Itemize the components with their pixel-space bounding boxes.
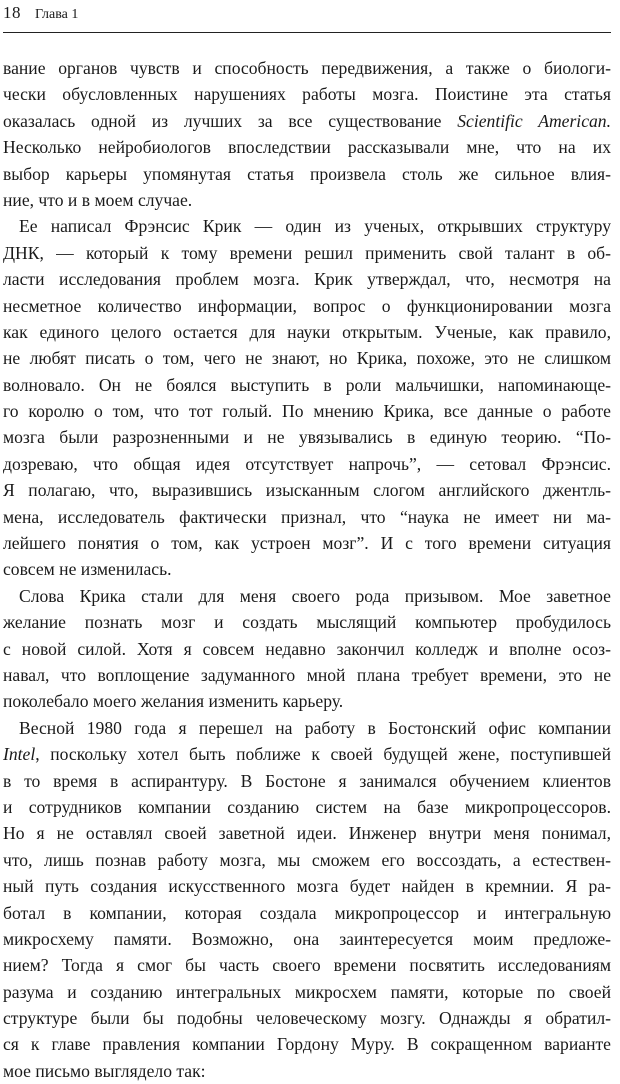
text-line: волновало. Он не боялся выступить в роли мальчишки, напоминающе-: [3, 374, 611, 395]
text-line: разума и созданию интегральных микросхем памяти, которые по своей: [3, 981, 611, 1002]
paragraph-2: [3, 213, 611, 582]
text-line: мое письмо выглядело так:: [3, 1060, 206, 1081]
paragraph-4: [3, 715, 611, 1084]
text-line: вание органов чувств и способность передвижения, а также о биологи-: [3, 58, 611, 78]
text-line: Весной 1980 года я перешел на работу в Бостонский офис компании: [19, 717, 611, 738]
text-line: микросхему памяти. Возможно, она заинтересуется моим предложе-: [3, 928, 611, 949]
text-line: ние, что и в моем случае.: [3, 189, 193, 210]
text-line: не любят писать о том, чего не знают, но Крика, похоже, это не слишком: [3, 348, 611, 369]
text-line: ся к главе правления компании Гордону Муру. В сокращенном варианте: [3, 1034, 611, 1055]
text-line: дозреваю, что общая идея отсутствует напрочь”, — сетовал Фрэнсис.: [3, 453, 611, 474]
text-line: Я полагаю, что, выразившись изысканным слогом английского джентль-: [3, 480, 611, 501]
page-number: 18: [3, 3, 21, 22]
text-line: Слова Крика стали для меня своего рода призывом. Мое заветное: [19, 585, 611, 606]
text-line: несметное количество информации, вопрос о функционировании мозга: [3, 295, 611, 316]
text-line: Несколько нейробиологов впоследствии рассказывали мне, что на их: [3, 137, 611, 158]
text-line: чески обусловленных нарушениях работы мозга. Поистине эта статья: [3, 84, 611, 105]
paragraph-3: [3, 583, 611, 715]
text-line: желание познать мозг и создать мыслящий компьютер пробудилось: [3, 612, 611, 633]
text-line: мена, исследователь фактически признал, что “наука не имеет ни ма-: [3, 506, 611, 527]
text-line: ботал в компании, которая создала микропроцессор и интегральную: [3, 902, 611, 923]
text-line: структуре были бы подобны человеческому мозгу. Однажды я обратил-: [3, 1008, 611, 1029]
text-segment: , поскольку хотел быть поближе к своей будущей жене, поступившей: [35, 744, 611, 765]
text-line: ный путь создания искусственного мозга будет найден в кремнии. Я ра-: [3, 876, 611, 897]
text-line: выбор карьеры упомянутая статья произвела столь же сильное влия-: [3, 163, 611, 184]
running-head: [3, 3, 609, 29]
text-line: как единого целого остается для науки открытым. Ученые, как правило,: [3, 321, 611, 342]
text-line: навал, что воплощение задуманного мной плана требует времени, это не: [3, 664, 611, 685]
italic-term: Intel: [3, 744, 36, 765]
text-line: нием? Тогда я смог бы часть своего времени посвятить исследованиям: [3, 955, 611, 976]
text-segment: оказалась одной из лучших за все существование: [3, 110, 458, 131]
text-line: ласти исследования проблем мозга. Крик утверждал, что, несмотря на: [3, 269, 611, 290]
paragraph-1: [3, 55, 611, 213]
text-line: что, лишь познав работу мозга, мы сможем его воссоздать, а естествен-: [3, 849, 611, 870]
text-line: ДНК, — который к тому времени решил применить свой талант в об-: [3, 242, 611, 263]
text-line: и сотрудников компании созданию систем на базе микропроцессоров.: [3, 796, 611, 817]
header-rule: [3, 32, 611, 33]
text-line: в то время в аспирантуру. В Бостоне я занимался обучением клиентов: [3, 770, 611, 791]
chapter-label: Глава 1: [35, 7, 79, 22]
text-line: Но я не оставлял своей заветной идеи. Инженер внутри меня понимал,: [3, 823, 611, 844]
text-line: совсем не изменилась.: [3, 559, 172, 580]
body-text: [3, 55, 611, 1084]
text-line: [3, 741, 611, 767]
text-line: поколебало моего желания изменить карьеру.: [3, 691, 344, 712]
italic-term: Scientific American.: [457, 110, 611, 131]
text-line: с новой силой. Хотя я совсем недавно закончил колледж и вполне осоз-: [3, 638, 611, 659]
text-line: мозга были разрозненными и не увязывались в единую теорию. “По-: [3, 427, 611, 448]
text-line: Ее написал Фрэнсис Крик — один из ученых, открывших структуру: [19, 216, 611, 237]
text-line: го королю о том, что тот голый. По мнению Крика, все данные о работе: [3, 401, 611, 422]
text-line: [3, 108, 611, 134]
text-line: лейшего понятия о том, как устроен мозг”. И с того времени ситуация: [3, 533, 611, 554]
